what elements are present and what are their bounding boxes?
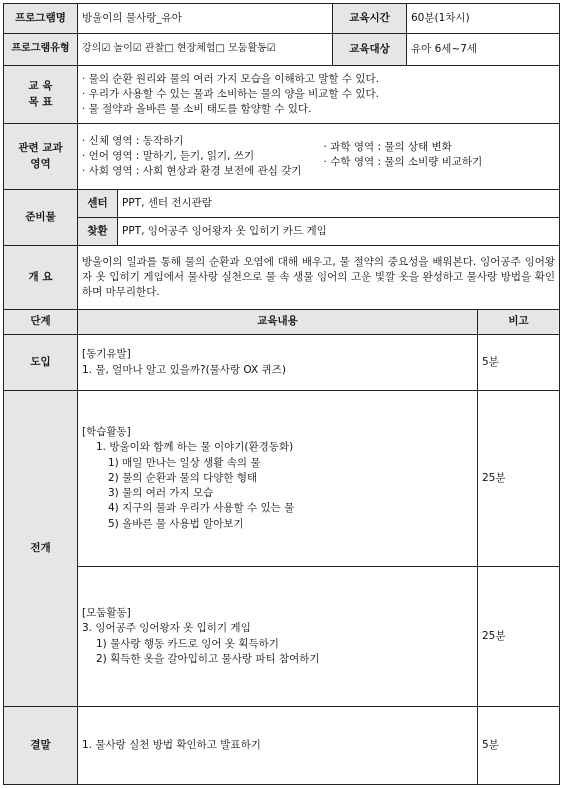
program-target-label: 교육대상	[333, 34, 407, 66]
materials-label: 준비물	[4, 190, 78, 246]
develop-line: [모둠활동]	[82, 607, 131, 620]
subjects-row	[4, 124, 560, 190]
program-name-row	[4, 4, 560, 34]
intro-line: 1. 물, 얼마나 알고 있을까?(물사랑 OX 퀴즈)	[82, 363, 286, 376]
goal-item: · 물의 순환 원리와 물의 여러 가지 모습을 이해하고 말할 수 있다.	[82, 72, 379, 85]
intro-note: 5분	[478, 335, 560, 391]
goals-label-line-2: 목 표	[28, 95, 53, 108]
materials-center-row	[4, 190, 560, 218]
goals-row	[4, 66, 560, 124]
closing-stage: 결말	[4, 707, 78, 785]
develop-line: 3) 물의 여러 가지 모습	[108, 487, 214, 500]
subjects-label-line-1: 관련 교과	[18, 142, 63, 155]
materials-mobile-label: 찾환	[78, 218, 118, 246]
intro-content	[78, 335, 478, 391]
goals-label-line-1: 교 육	[28, 80, 53, 93]
overview-row	[4, 246, 560, 310]
lesson-plan-table	[3, 3, 560, 785]
develop-note-2: 25분	[478, 567, 560, 707]
subjects-left-column	[82, 134, 314, 180]
subjects-label	[4, 124, 78, 190]
develop-line: 4) 지구의 물과 우리가 사용할 수 있는 물	[108, 502, 295, 515]
program-name-value: 방울이의 물사랑_유아	[78, 4, 333, 34]
closing-row	[4, 707, 560, 785]
program-type-value: 강의☑ 놀이☑ 관찰□ 현장체험□ 모둠활동☑	[78, 34, 333, 66]
develop-stage: 전개	[4, 391, 78, 707]
develop-content-2	[78, 567, 478, 707]
program-time-label: 교육시간	[333, 4, 407, 34]
program-time-value: 60분(1차시)	[407, 4, 560, 34]
subjects-right-column	[314, 134, 556, 180]
subjects-content	[78, 124, 560, 190]
goals-label	[4, 66, 78, 124]
stage-header: 단계	[4, 310, 78, 335]
intro-stage: 도입	[4, 335, 78, 391]
subject-item: · 사회 영역 : 사회 현상과 환경 보전에 관심 갖기	[82, 165, 302, 178]
overview-text: 방울이의 일과를 통해 물의 순환과 오염에 대해 배우고, 물 절약의 중요성을 배워본다. 잉어공주 잉어왕자 옷 입히기 게임에서 물사랑 실천으로 물 속 생물 잉어의 고운 빛깔 옷을 완성하고 물사랑 방법을 확인하며 마무리한다.	[78, 246, 560, 310]
goal-item: · 물 절약과 올바른 물 소비 태도를 함양할 수 있다.	[82, 103, 312, 116]
develop-row-1	[4, 391, 560, 567]
intro-line: [동기유발]	[82, 348, 131, 361]
develop-line: 2) 물의 순환과 물의 다양한 형태	[108, 471, 258, 484]
intro-row	[4, 335, 560, 391]
materials-center-value: PPT, 센터 전시관람	[118, 190, 560, 218]
materials-center-label: 센터	[78, 190, 118, 218]
develop-line: 1) 물사랑 행동 카드로 잉어 옷 획득하기	[96, 637, 279, 650]
materials-mobile-value: PPT, 잉어공주 잉어왕자 옷 입히기 카드 게임	[118, 218, 560, 246]
subject-item: · 수학 영역 : 물의 소비량 비교하기	[323, 155, 483, 168]
overview-label: 개 요	[4, 246, 78, 310]
program-type-row	[4, 34, 560, 66]
develop-line: 1. 방울이와 함께 하는 물 이야기(환경동화)	[96, 441, 294, 454]
note-header: 비고	[478, 310, 560, 335]
program-type-label: 프로그램유형	[4, 34, 78, 66]
develop-note-1: 25분	[478, 391, 560, 567]
develop-row-2	[4, 567, 560, 707]
develop-content-1	[78, 391, 478, 567]
schedule-header-row	[4, 310, 560, 335]
subject-item: · 과학 영역 : 물의 상태 변화	[323, 140, 452, 153]
develop-line: 1) 매일 만나는 일상 생활 속의 물	[108, 456, 261, 469]
goal-item: · 우리가 사용할 수 있는 물과 소비하는 물의 양을 비교할 수 있다.	[82, 87, 379, 100]
develop-line: 3. 잉어공주 잉어왕자 옷 입히기 게임	[82, 622, 251, 635]
subject-item: · 언어 영역 : 말하기, 듣기, 읽기, 쓰기	[82, 149, 255, 162]
develop-line: 2) 획득한 옷을 갈아입히고 물사랑 파티 참여하기	[96, 652, 320, 665]
closing-content: 1. 물사랑 실천 방법 확인하고 발표하기	[78, 707, 478, 785]
develop-line: 5) 올바른 물 사용법 알아보기	[108, 517, 244, 530]
closing-note: 5분	[478, 707, 560, 785]
subject-item: · 신체 영역 : 동작하기	[82, 134, 184, 147]
program-name-label: 프로그램명	[4, 4, 78, 34]
goals-content	[78, 66, 560, 124]
program-target-value: 유아 6세~7세	[407, 34, 560, 66]
develop-line: [학습활동]	[82, 426, 131, 439]
subjects-label-line-2: 영역	[30, 157, 51, 170]
content-header: 교육내용	[78, 310, 478, 335]
materials-mobile-row	[4, 218, 560, 246]
